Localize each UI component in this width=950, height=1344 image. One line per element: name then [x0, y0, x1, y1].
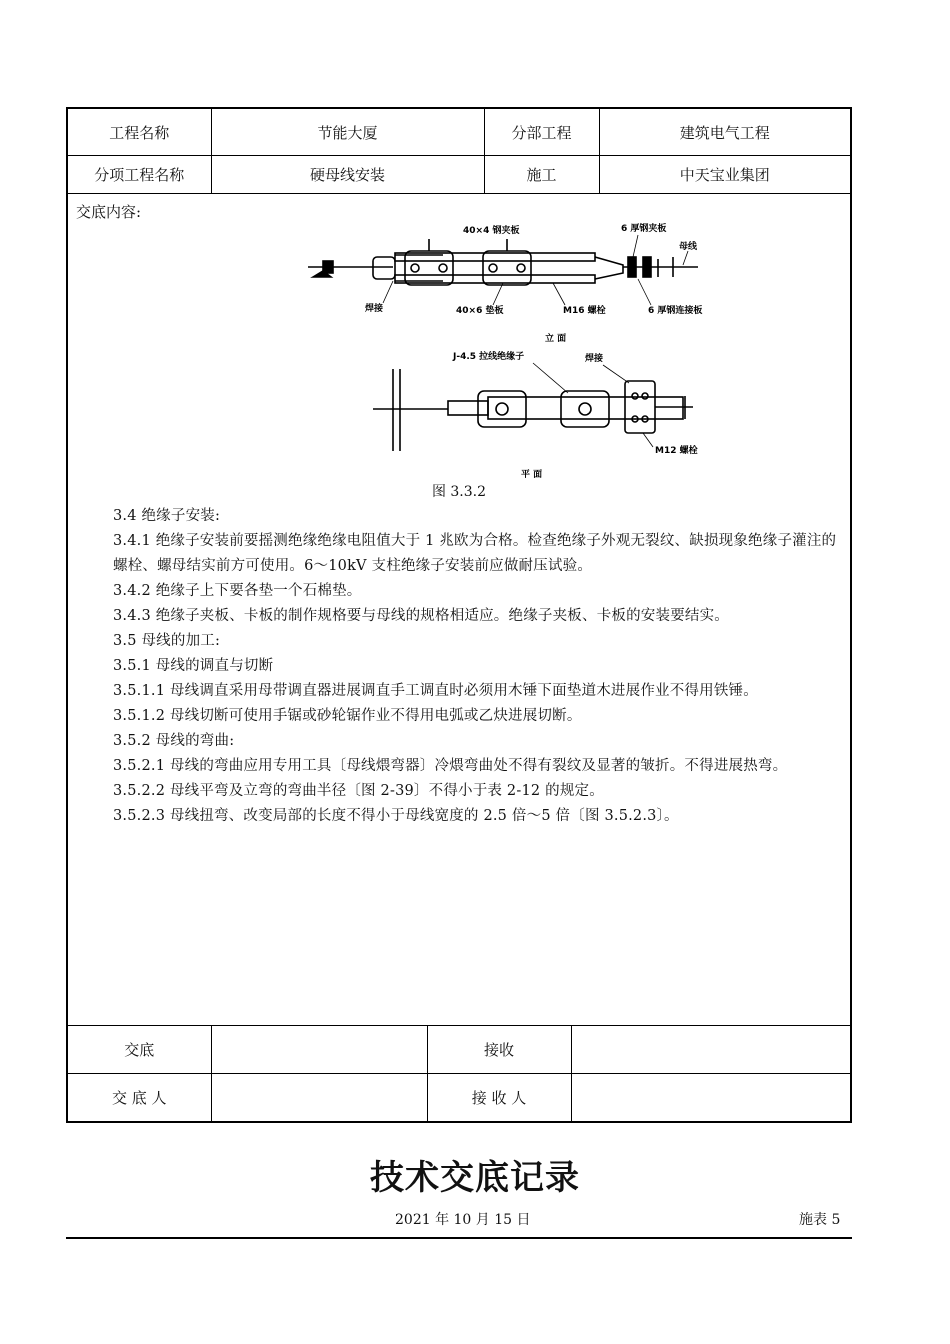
label-gasket: 40×6 垫板 [456, 306, 504, 316]
project-name-label: 工程名称 [68, 109, 211, 156]
handover-person-label: 交 底 人 [68, 1074, 211, 1122]
paragraph: 3.5.2.3 母线扭弯、改变局部的长度不得小于母线宽度的 2.5 倍～5 倍〔图 3.5.2.3〕。 [113, 808, 679, 824]
paragraph: 3.4.2 绝缘子上下要各垫一个石棉垫。 [113, 583, 362, 599]
content-label: 交底内容: [76, 203, 142, 221]
handover-field[interactable] [211, 1026, 427, 1074]
busbar-insulator-figure [303, 221, 723, 481]
header-table [68, 109, 850, 194]
receive-field[interactable] [571, 1026, 850, 1074]
content-text [113, 504, 845, 829]
label-bolt-m12: M12 螺栓 [655, 446, 698, 456]
construction-label: 施工 [484, 156, 599, 194]
document-title: 技术交底记录 [370, 1158, 580, 1198]
plan-view [373, 369, 693, 451]
paragraph: 3.5.1.2 母线切断可使用手锯或砂轮锯作业不得用电弧或乙炔进展切断。 [113, 708, 582, 724]
label-clamp-plate: 40×4 钢夹板 [463, 226, 520, 236]
subitem-value: 硬母线安装 [211, 156, 484, 194]
label-plan-weld: 焊接 [585, 354, 604, 364]
elevation-view [308, 239, 698, 285]
division-value: 建筑电气工程 [599, 109, 850, 156]
subitem-label: 分项工程名称 [68, 156, 211, 194]
paragraph: 3.4 绝缘子安装: [113, 508, 221, 524]
receiver-field[interactable] [571, 1074, 850, 1122]
paragraph: 3.4.3 绝缘子夹板、卡板的制作规格要与母线的规格相适应。绝缘子夹板、卡板的安装要结实。 [113, 608, 729, 624]
paragraph: 3.5.1 母线的调直与切断 [113, 658, 274, 674]
record-date: 2021 年 10 月 15 日 [395, 1212, 531, 1228]
signature-table [68, 1025, 850, 1121]
project-name-value: 节能大厦 [211, 109, 484, 156]
label-steel-clamp: 6 厚钢夹板 [621, 224, 667, 234]
construction-value: 中天宝业集团 [599, 156, 850, 194]
paragraph: 3.5.1.1 母线调直采用母带调直器进展调直手工调直时必须用木锤下面垫道木进展作业不得用铁锤。 [113, 683, 758, 699]
paragraph: 3.4.1 绝缘子安装前要摇测绝缘绝缘电阻值大于 1 兆欧为合格。检查绝缘子外观无裂纹、缺损现象绝缘子灌注的螺栓、螺母结实前方可使用。6～10kV 支柱绝缘子安装前应做耐压试验。 [113, 533, 837, 574]
label-elevation-view: 立 面 [545, 334, 567, 344]
receiver-label: 接 收 人 [427, 1074, 571, 1122]
label-weld: 焊接 [365, 304, 384, 314]
receive-label: 接收 [427, 1026, 571, 1074]
paragraph: 3.5.2 母线的弯曲: [113, 733, 235, 749]
label-bolt-m16: M16 螺栓 [563, 306, 606, 316]
handover-label: 交底 [68, 1026, 211, 1074]
paragraph: 3.5.2.1 母线的弯曲应用专用工具〔母线煨弯器〕冷煨弯曲处不得有裂纹及显著的皱折。不得进展热弯。 [113, 758, 788, 774]
figure-caption: 图 3.3.2 [431, 484, 487, 500]
label-plan-view: 平 面 [521, 470, 543, 480]
handover-person-field[interactable] [211, 1074, 427, 1122]
record-frame [66, 107, 852, 1123]
division-label: 分部工程 [484, 109, 599, 156]
label-busbar: 母线 [679, 242, 698, 252]
label-connector: 6 厚钢连接板 [648, 306, 703, 316]
form-number: 施表 5 [799, 1212, 841, 1228]
label-insulator: J-4.5 拉线绝缘子 [453, 352, 525, 362]
paragraph: 3.5.2.2 母线平弯及立弯的弯曲半径〔图 2-39〕不得小于表 2-12 的规定。 [113, 783, 604, 799]
paragraph: 3.5 母线的加工: [113, 633, 221, 649]
bottom-rule [66, 1237, 852, 1239]
